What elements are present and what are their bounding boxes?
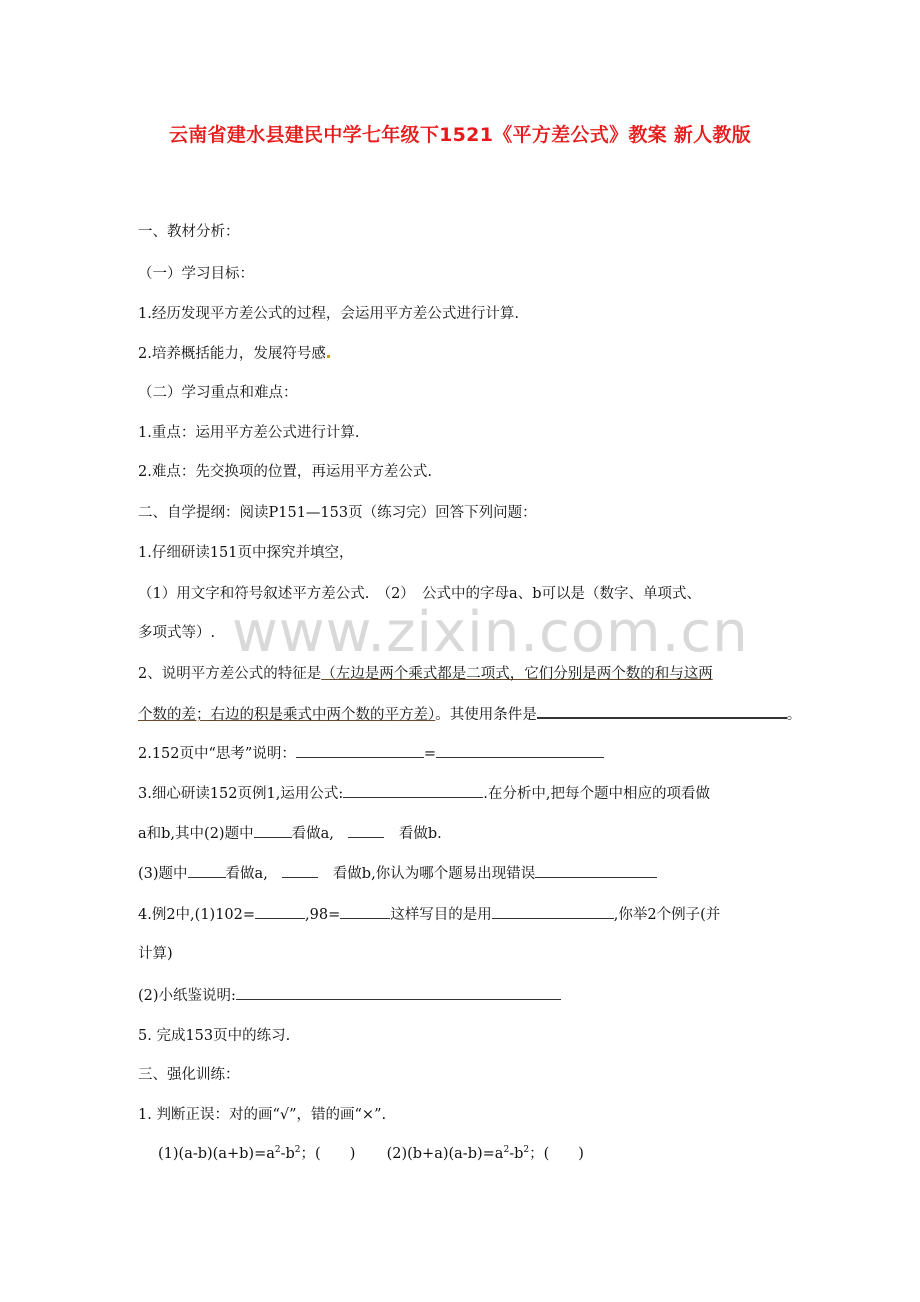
section3-heading: 三、强化训练：: [138, 1067, 240, 1083]
answer-text-cont: 个数的差；右边的积是乘式中两个数的平方差）: [138, 707, 436, 723]
blank[interactable]: [340, 904, 390, 919]
question-3: 2.152页中“思考”说明： =: [138, 742, 604, 763]
blank[interactable]: [343, 783, 483, 798]
key-point-1: 1.重点：运用平方差公式进行计算.: [138, 425, 360, 441]
question-1b: 多项式等）.: [138, 625, 216, 641]
question-2-cont: 个数的差；右边的积是乘式中两个数的平方差）。其使用条件是 。: [138, 703, 801, 724]
exercise-1: 1. 判断正误：对的画“√”，错的画“×”.: [138, 1107, 387, 1123]
section1-heading: 一、教材分析：: [138, 224, 240, 240]
section2-heading: 二、自学提纲：阅读P151—153页（练习完）回答下列问题：: [138, 505, 537, 521]
key-point-2: 2.难点：先交换项的位置，再运用平方差公式.: [138, 464, 432, 480]
question-1a: （1）用文字和符号叙述平方差公式. （2） 公式中的字母a、b可以是（数字、单项式、: [138, 586, 701, 602]
question-4c: (3)题中 看做a, 看做b,你认为哪个题易出现错误: [138, 862, 657, 883]
item-2: $(2)(b+a)(a-b)=a^2-b^2$；( ): [386, 1145, 584, 1162]
blank[interactable]: [535, 863, 657, 878]
blank[interactable]: [436, 743, 604, 758]
question-4: 3.细心研读152页例1,运用公式: .在分析中,把每个题中相应的项看做: [138, 782, 710, 803]
blank[interactable]: [188, 863, 226, 878]
blank[interactable]: [236, 985, 561, 1000]
question-6: (2)小纸鉴说明:: [138, 984, 561, 1005]
goal-1: 1.经历发现平方差公式的过程，会运用平方差公式进行计算.: [138, 306, 519, 322]
question-1: 1.仔细研读151页中探究并填空，: [138, 545, 354, 561]
answer-text: （左边是两个乘式都是二项式，它们分别是两个数的和与这两: [321, 666, 713, 682]
blank[interactable]: [282, 863, 318, 878]
item-1: $(1)(a-b)(a+b)=a^2-b^2$；( ): [158, 1145, 356, 1162]
exercise-1-items: [158, 1142, 584, 1163]
document-title: 云南省建水县建民中学七年级下1521《平方差公式》教案 新人教版: [168, 124, 752, 146]
goal-2: 2.培养概括能力，发展符号感: [138, 342, 331, 363]
question-2: 2、说明平方差公式的特征是（左边是两个乘式都是二项式，它们分别是两个数的和与这两: [138, 666, 713, 682]
blank[interactable]: [537, 703, 787, 719]
blank[interactable]: [255, 904, 305, 919]
blank[interactable]: [296, 743, 424, 758]
blank[interactable]: [492, 904, 614, 919]
watermark: www.zixin.com.cn: [232, 600, 749, 665]
question-7: 5. 完成153页中的练习.: [138, 1028, 291, 1044]
question-5b: 计算): [138, 946, 173, 962]
goals-heading: （一）学习目标：: [138, 266, 254, 282]
blank[interactable]: [348, 823, 384, 838]
question-5: 4.例2中,(1)102= ,98= 这样写目的是用 ,你举2个例子(并: [138, 903, 720, 924]
blank[interactable]: [254, 823, 292, 838]
key-heading: （二）学习重点和难点：: [138, 385, 298, 401]
question-4b: a和b,其中(2)题中 看做a, 看做b.: [138, 822, 442, 843]
